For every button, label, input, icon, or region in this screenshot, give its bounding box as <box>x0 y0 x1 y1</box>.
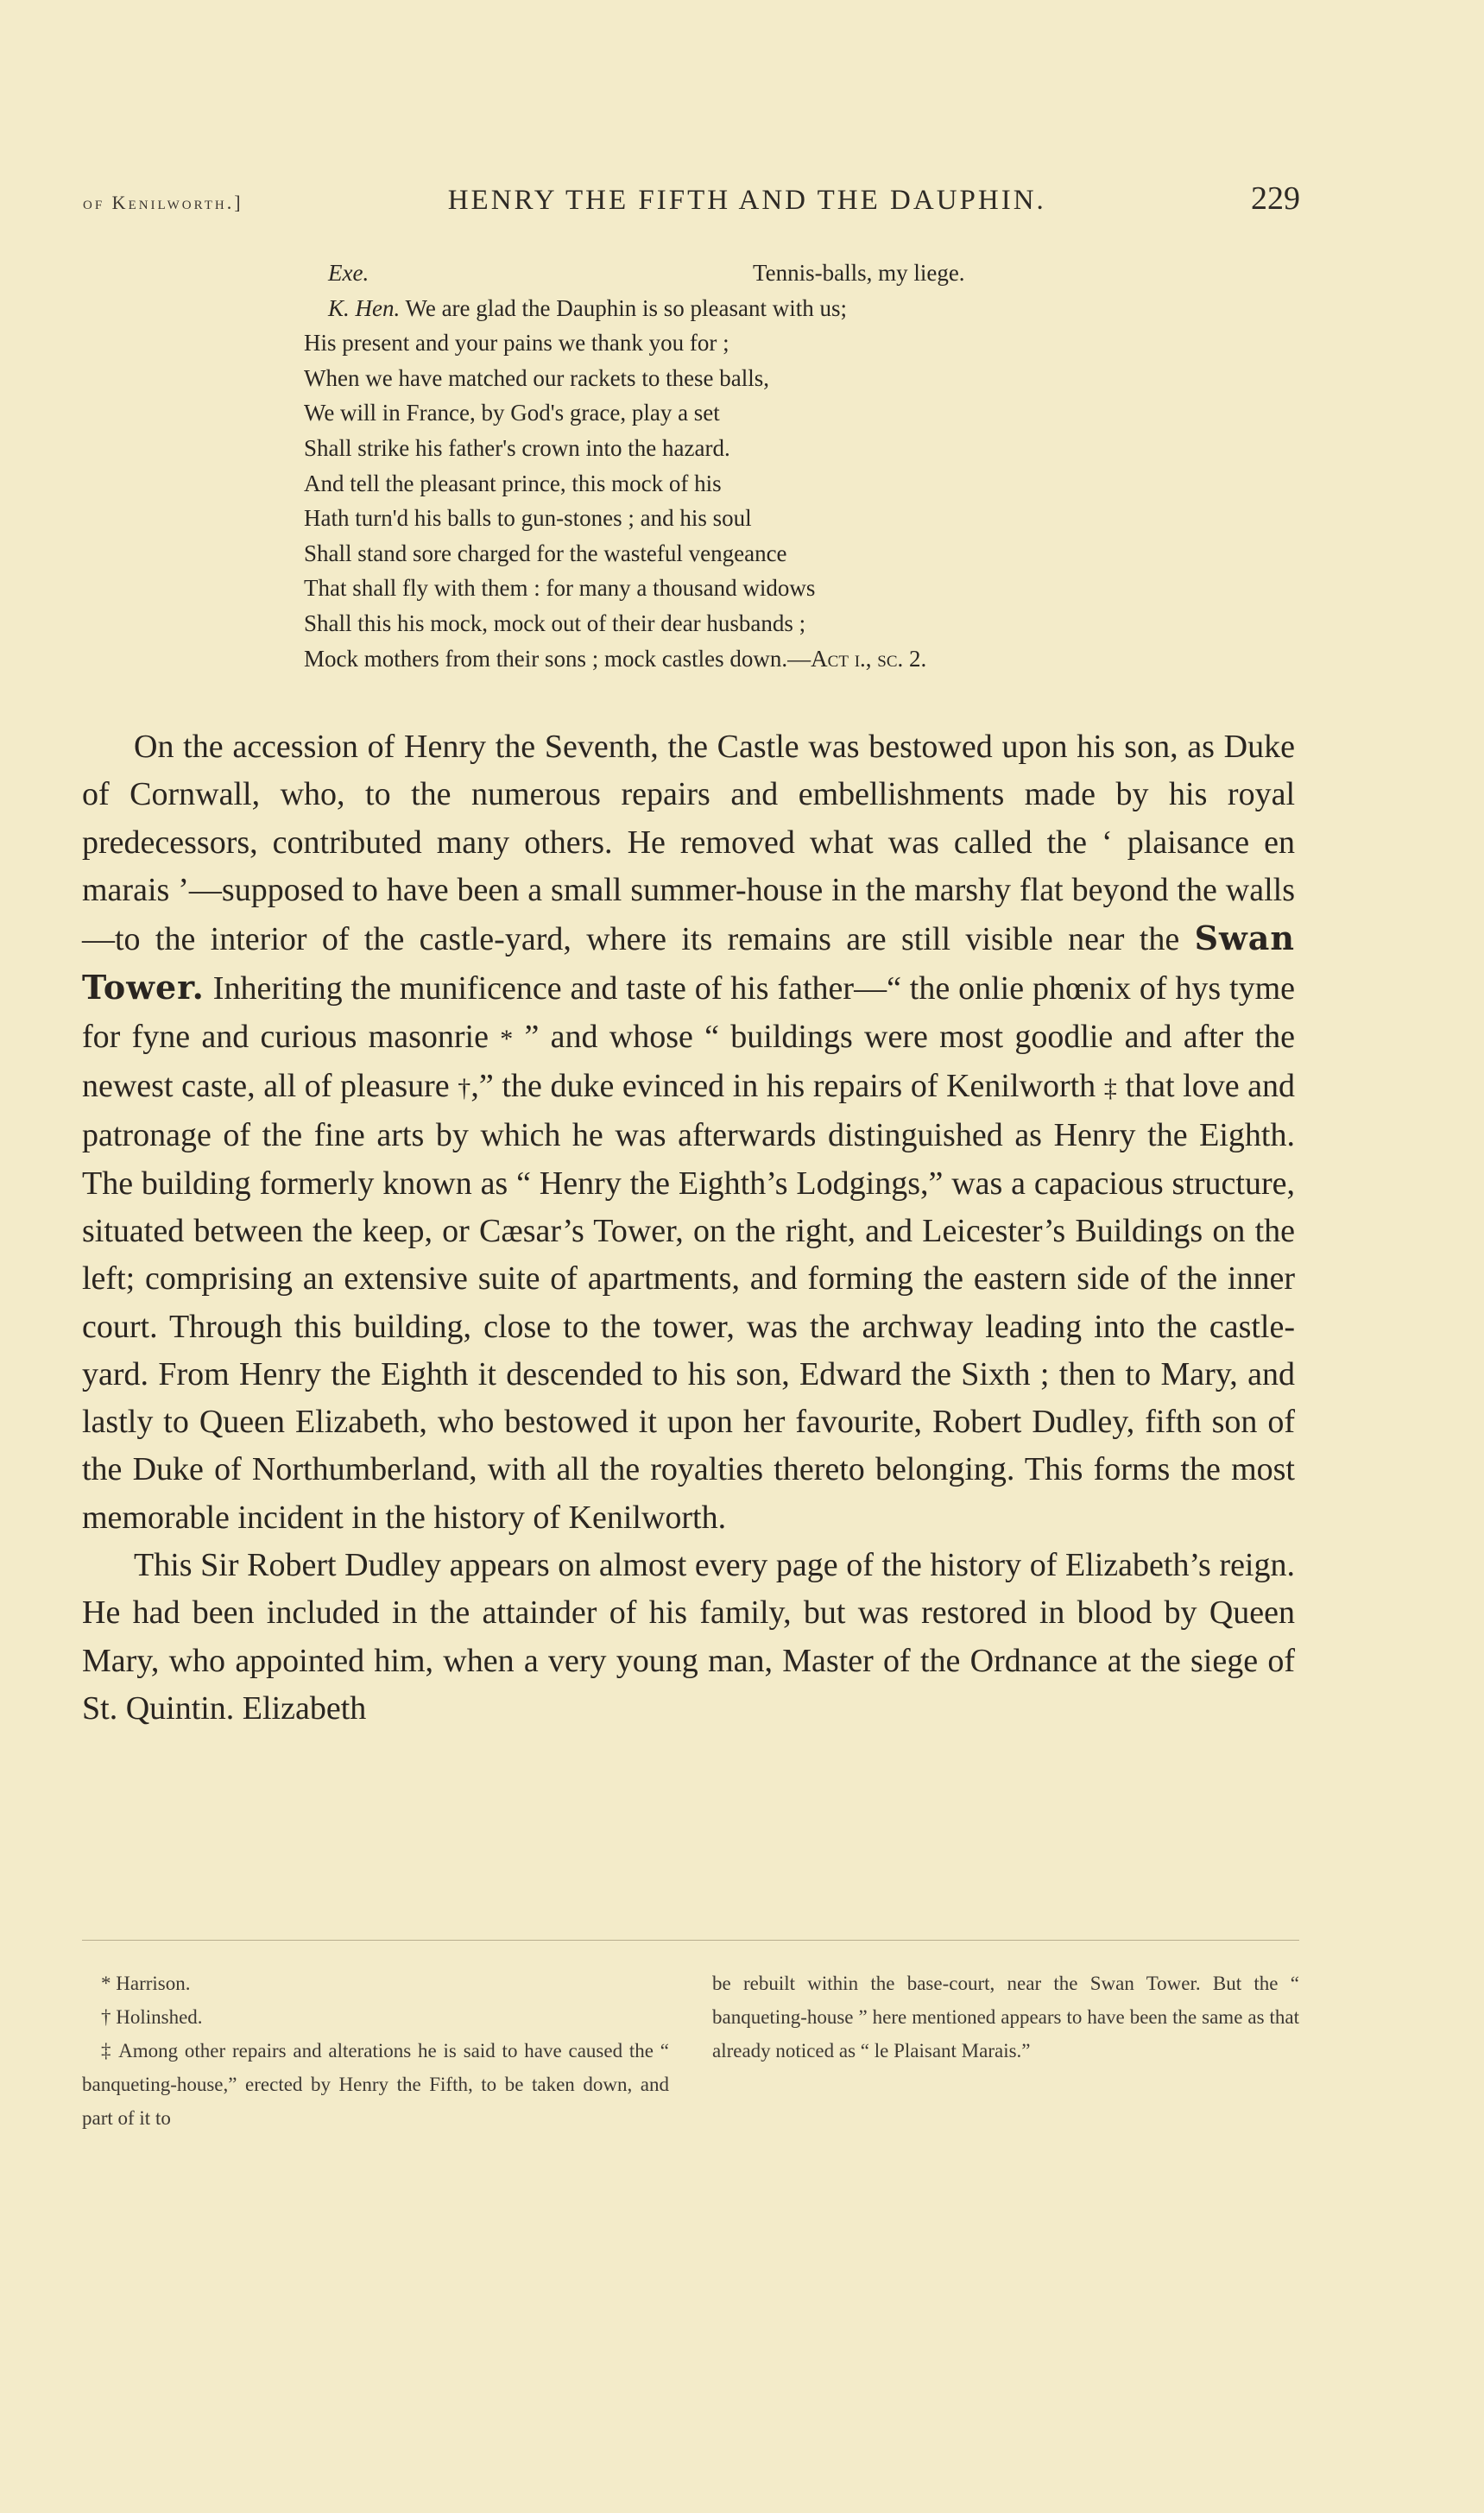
speaker-name: K. Hen. <box>328 294 401 321</box>
footnote: † Holinshed. <box>101 2006 203 2028</box>
verse-line: Hath turn'd his balls to gun-stones ; and his soul <box>304 505 752 532</box>
paragraph-text: ,” the duke evinced in his repairs of Kenilworth <box>470 1068 1096 1105</box>
verse-line: His present and your pains we thank you for ; <box>304 330 729 357</box>
verse-line: When we have matched our rackets to these balls, <box>304 364 770 391</box>
verse-line <box>304 291 1064 326</box>
verse-line: Shall stand sore charged for the wasteful vengeance <box>304 540 787 566</box>
paragraph <box>82 723 1295 1542</box>
swan-tower-blackletter: Swan Tower. <box>82 919 1295 1007</box>
verse-line: Shall this his mock, mock out of their dear husbands ; <box>304 609 806 636</box>
paragraph-text: ” and whose “ buildings were most goodlie and after the newest caste, all of pleasure <box>82 1018 1296 1105</box>
verse-line: And tell the pleasant prince, this mock of his <box>304 470 722 496</box>
body-text <box>82 723 1295 1733</box>
footnote: ‡ Among other repairs and alterations he is said to have caused the “ banqueting-house,” erected by Henry the Fifth, to be taken down, and part of it to <box>82 2040 669 2129</box>
verse-line: That shall fly with them : for many a thousand widows <box>304 575 816 602</box>
footnote-marker: † <box>458 1074 471 1103</box>
verse-line-text: We are glad the Dauphin is so pleasant with us; <box>405 294 847 321</box>
footnotes <box>82 1967 1299 2135</box>
act-reference: Act i., sc. 2. <box>811 645 927 672</box>
verse-line <box>304 256 1064 291</box>
page-number: 229 <box>1250 180 1300 217</box>
footnote-continuation: be rebuilt within the base-court, near the Swan Tower. But the “ banqueting-house ” here mentioned appears to have been the same as that already noticed as “ le Plaisant Marais.” <box>712 1973 1299 2062</box>
running-head-title: HENRY THE FIFTH AND THE DAUPHIN. <box>447 185 1046 216</box>
footnote-column-left <box>82 1967 669 2135</box>
verse-line: Shall strike his father's crown into the hazard. <box>304 434 730 461</box>
speaker-name: Exe. <box>328 260 369 286</box>
running-head-left: of Kenilworth.] <box>83 192 243 213</box>
footnote-column-right <box>712 1967 1299 2135</box>
verse-line: We will in France, by God's grace, play a set <box>304 400 720 426</box>
footnote-divider <box>82 1940 1299 1941</box>
running-head <box>83 180 1300 223</box>
verse-line-text: Mock mothers from their sons ; mock castles down.— <box>304 645 811 672</box>
verse-line <box>304 641 1064 677</box>
paragraph-text: On the accession of Henry the Seventh, the Castle was bestowed upon his son, as Duke of Cornwall, who, to the numerous repairs and embellishments made by his royal predecessors, contributed many others. He removed what was called the ‘ plaisance en marais ’—supposed to have been a small summer-house in the marshy flat beyond the walls—to the interior of the castle-yard, where its remains are still visible near the <box>82 729 1295 958</box>
footnote-marker: ‡ <box>1103 1074 1117 1103</box>
paragraph-text: that love and patronage of the fine arts by which he was afterwards distinguished as Henry the Eighth. The building formerly known as “ Henry the Eighth’s Lodgings,” was a capacious structure, situated between the keep, or Cæsar’s Tower, on the right, and Leicester’s Buildings on the left; comprising an extensive suite of apartments, and forming the eastern side of the inner court. Through this building, close to the tower, was the archway leading into the castle-yard. From Henry the Eighth it descended to his son, Edward the Sixth ; then to Mary, and lastly to Queen Elizabeth, who bestowed it upon her favourite, Robert Dudley, fifth son of the Duke of Northumberland, with all the royalties thereto belonging. This forms the most memorable incident in the history of Kenilworth. <box>82 1068 1296 1536</box>
verse-quotation <box>304 256 1064 676</box>
paragraph-text: Inheriting the munificence and taste of his father—“ the onlie phœnix of hys tyme for fyne and curious masonrie <box>82 970 1296 1055</box>
paragraph: This Sir Robert Dudley appears on almost every page of the history of Elizabeth’s reign. He had been included in the attainder of his family, but was restored in blood by Queen Mary, who appointed him, when a very young man, Master of the Ordnance at the siege of St. Quintin. Elizabeth <box>82 1547 1295 1727</box>
footnote: * Harrison. <box>101 1973 191 1994</box>
footnote-marker: * <box>500 1024 514 1053</box>
verse-line-text: Tennis-balls, my liege. <box>753 260 965 286</box>
